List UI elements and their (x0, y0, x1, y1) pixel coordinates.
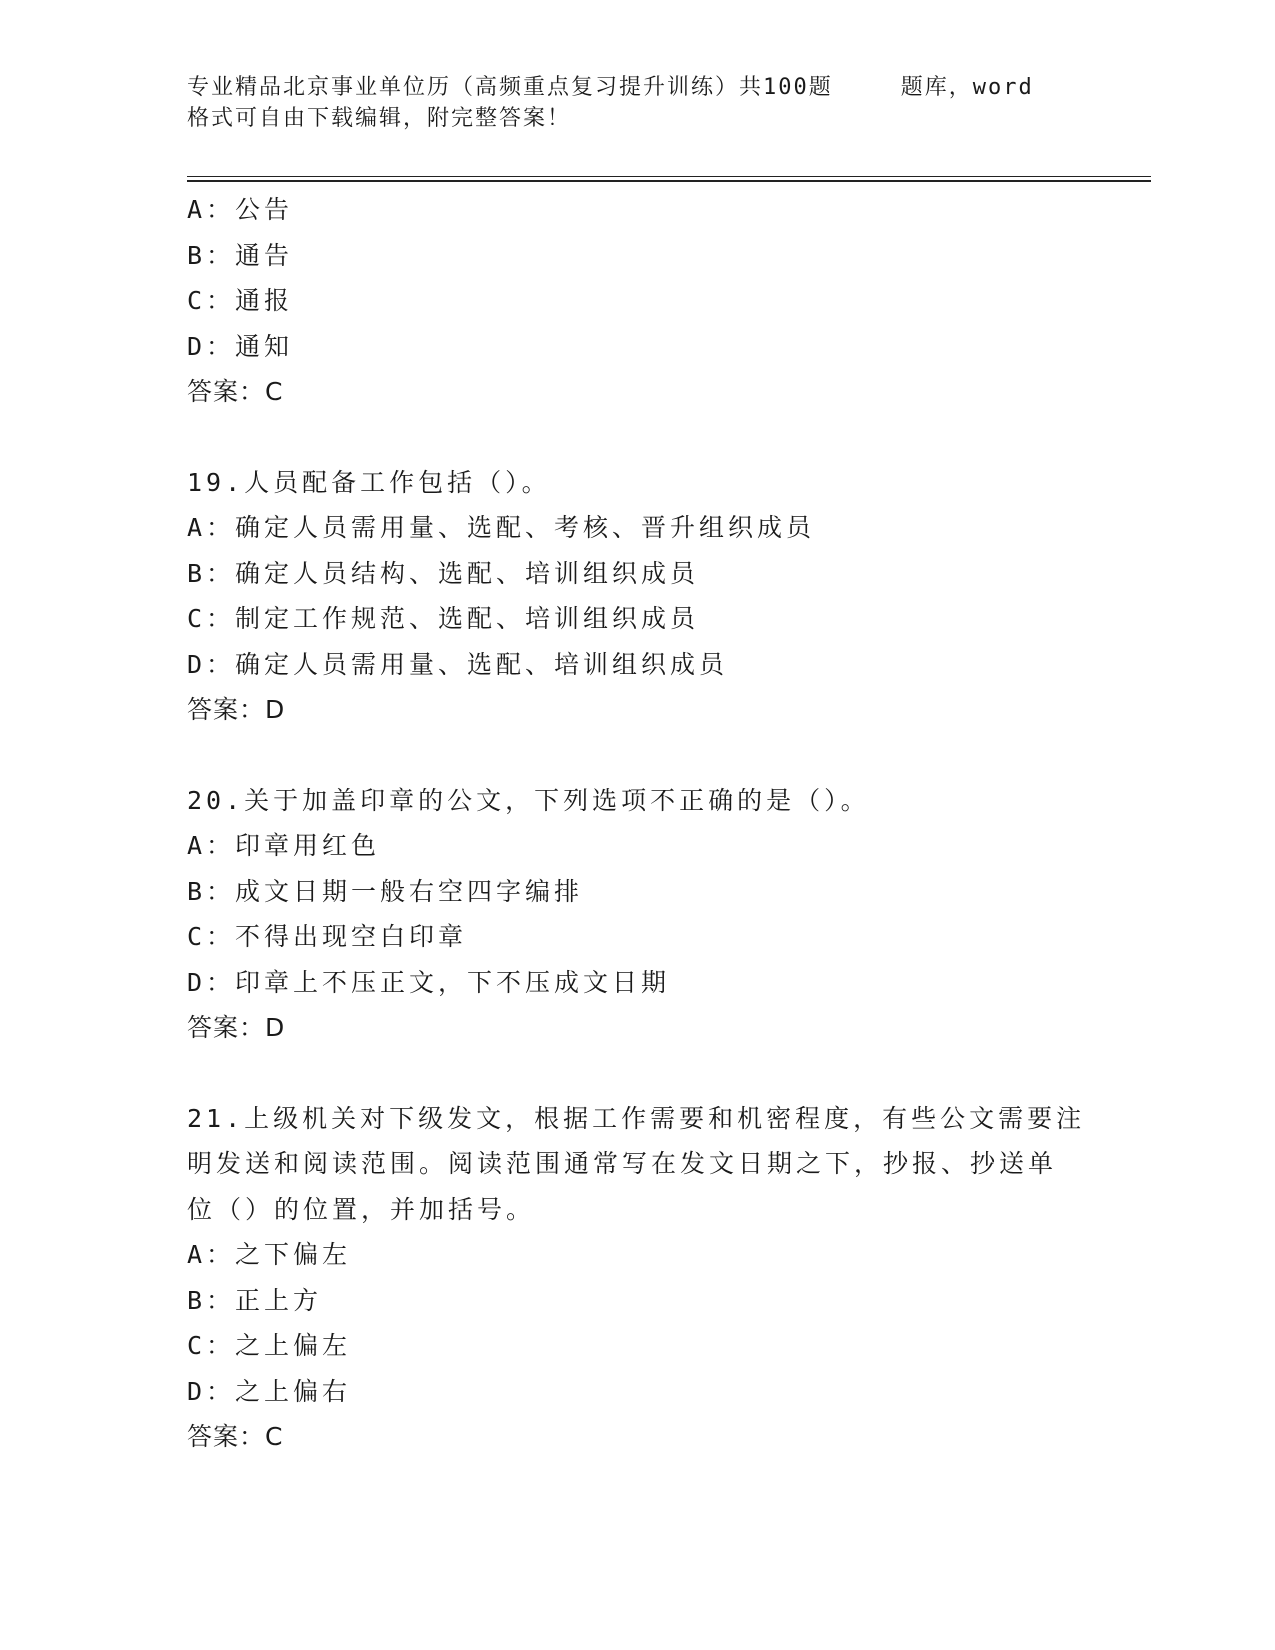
header-line-1 (187, 72, 1057, 103)
option-b: B：通告 (187, 240, 294, 270)
option-c: C：不得出现空白印章 (187, 922, 468, 951)
header-rule-thin (187, 176, 1151, 177)
option-d: D：通知 (187, 331, 294, 361)
option-a: A：公告 (187, 195, 294, 224)
question-list (187, 187, 1087, 1505)
question-stem: 19.人员配备工作包括（）。 (187, 467, 551, 497)
question-stem-line-1: 21.上级机关对下级发文，根据工作需要和机密程度，有些公文需要注 (187, 1103, 1086, 1133)
answer-line: 答案：C (187, 377, 284, 406)
question-block (187, 778, 1087, 1051)
document-header (187, 72, 1057, 134)
answer-line: 答案：D (187, 695, 286, 724)
option-b: B：确定人员结构、选配、培训组织成员 (187, 558, 700, 588)
question-block (187, 187, 1087, 415)
answer-line: 答案：C (187, 1422, 284, 1451)
header-title: 专业精品北京事业单位历（高频重点复习提升训练）共100题 (187, 75, 833, 100)
header-rule-thick (187, 180, 1151, 182)
question-block (187, 460, 1087, 733)
option-a: A：印章用红色 (187, 831, 381, 860)
question-stem-line-3: 位（）的位置，并加括号。 (187, 1194, 536, 1224)
header-title-suffix: 题库，word (900, 75, 1034, 100)
answer-line: 答案：D (187, 1013, 286, 1042)
option-a: A：确定人员需用量、选配、考核、晋升组织成员 (187, 513, 816, 542)
question-stem-line-2: 明发送和阅读范围。阅读范围通常写在发文日期之下，抄报、抄送单 (187, 1149, 1058, 1178)
option-c: C：制定工作规范、选配、培训组织成员 (187, 604, 700, 633)
question-block (187, 1096, 1087, 1460)
option-b: B：正上方 (187, 1285, 323, 1315)
question-stem: 20.关于加盖印章的公文，下列选项不正确的是（）。 (187, 785, 870, 815)
option-d: D：印章上不压正文，下不压成文日期 (187, 967, 671, 997)
header-line-2: 格式可自由下载编辑，附完整答案！ (187, 106, 572, 131)
option-d: D：之上偏右 (187, 1376, 352, 1406)
option-c: C：之上偏左 (187, 1331, 352, 1360)
option-d: D：确定人员需用量、选配、培训组织成员 (187, 649, 729, 679)
option-a: A：之下偏左 (187, 1240, 352, 1269)
option-b: B：成文日期一般右空四字编排 (187, 876, 584, 906)
option-c: C：通报 (187, 286, 294, 315)
